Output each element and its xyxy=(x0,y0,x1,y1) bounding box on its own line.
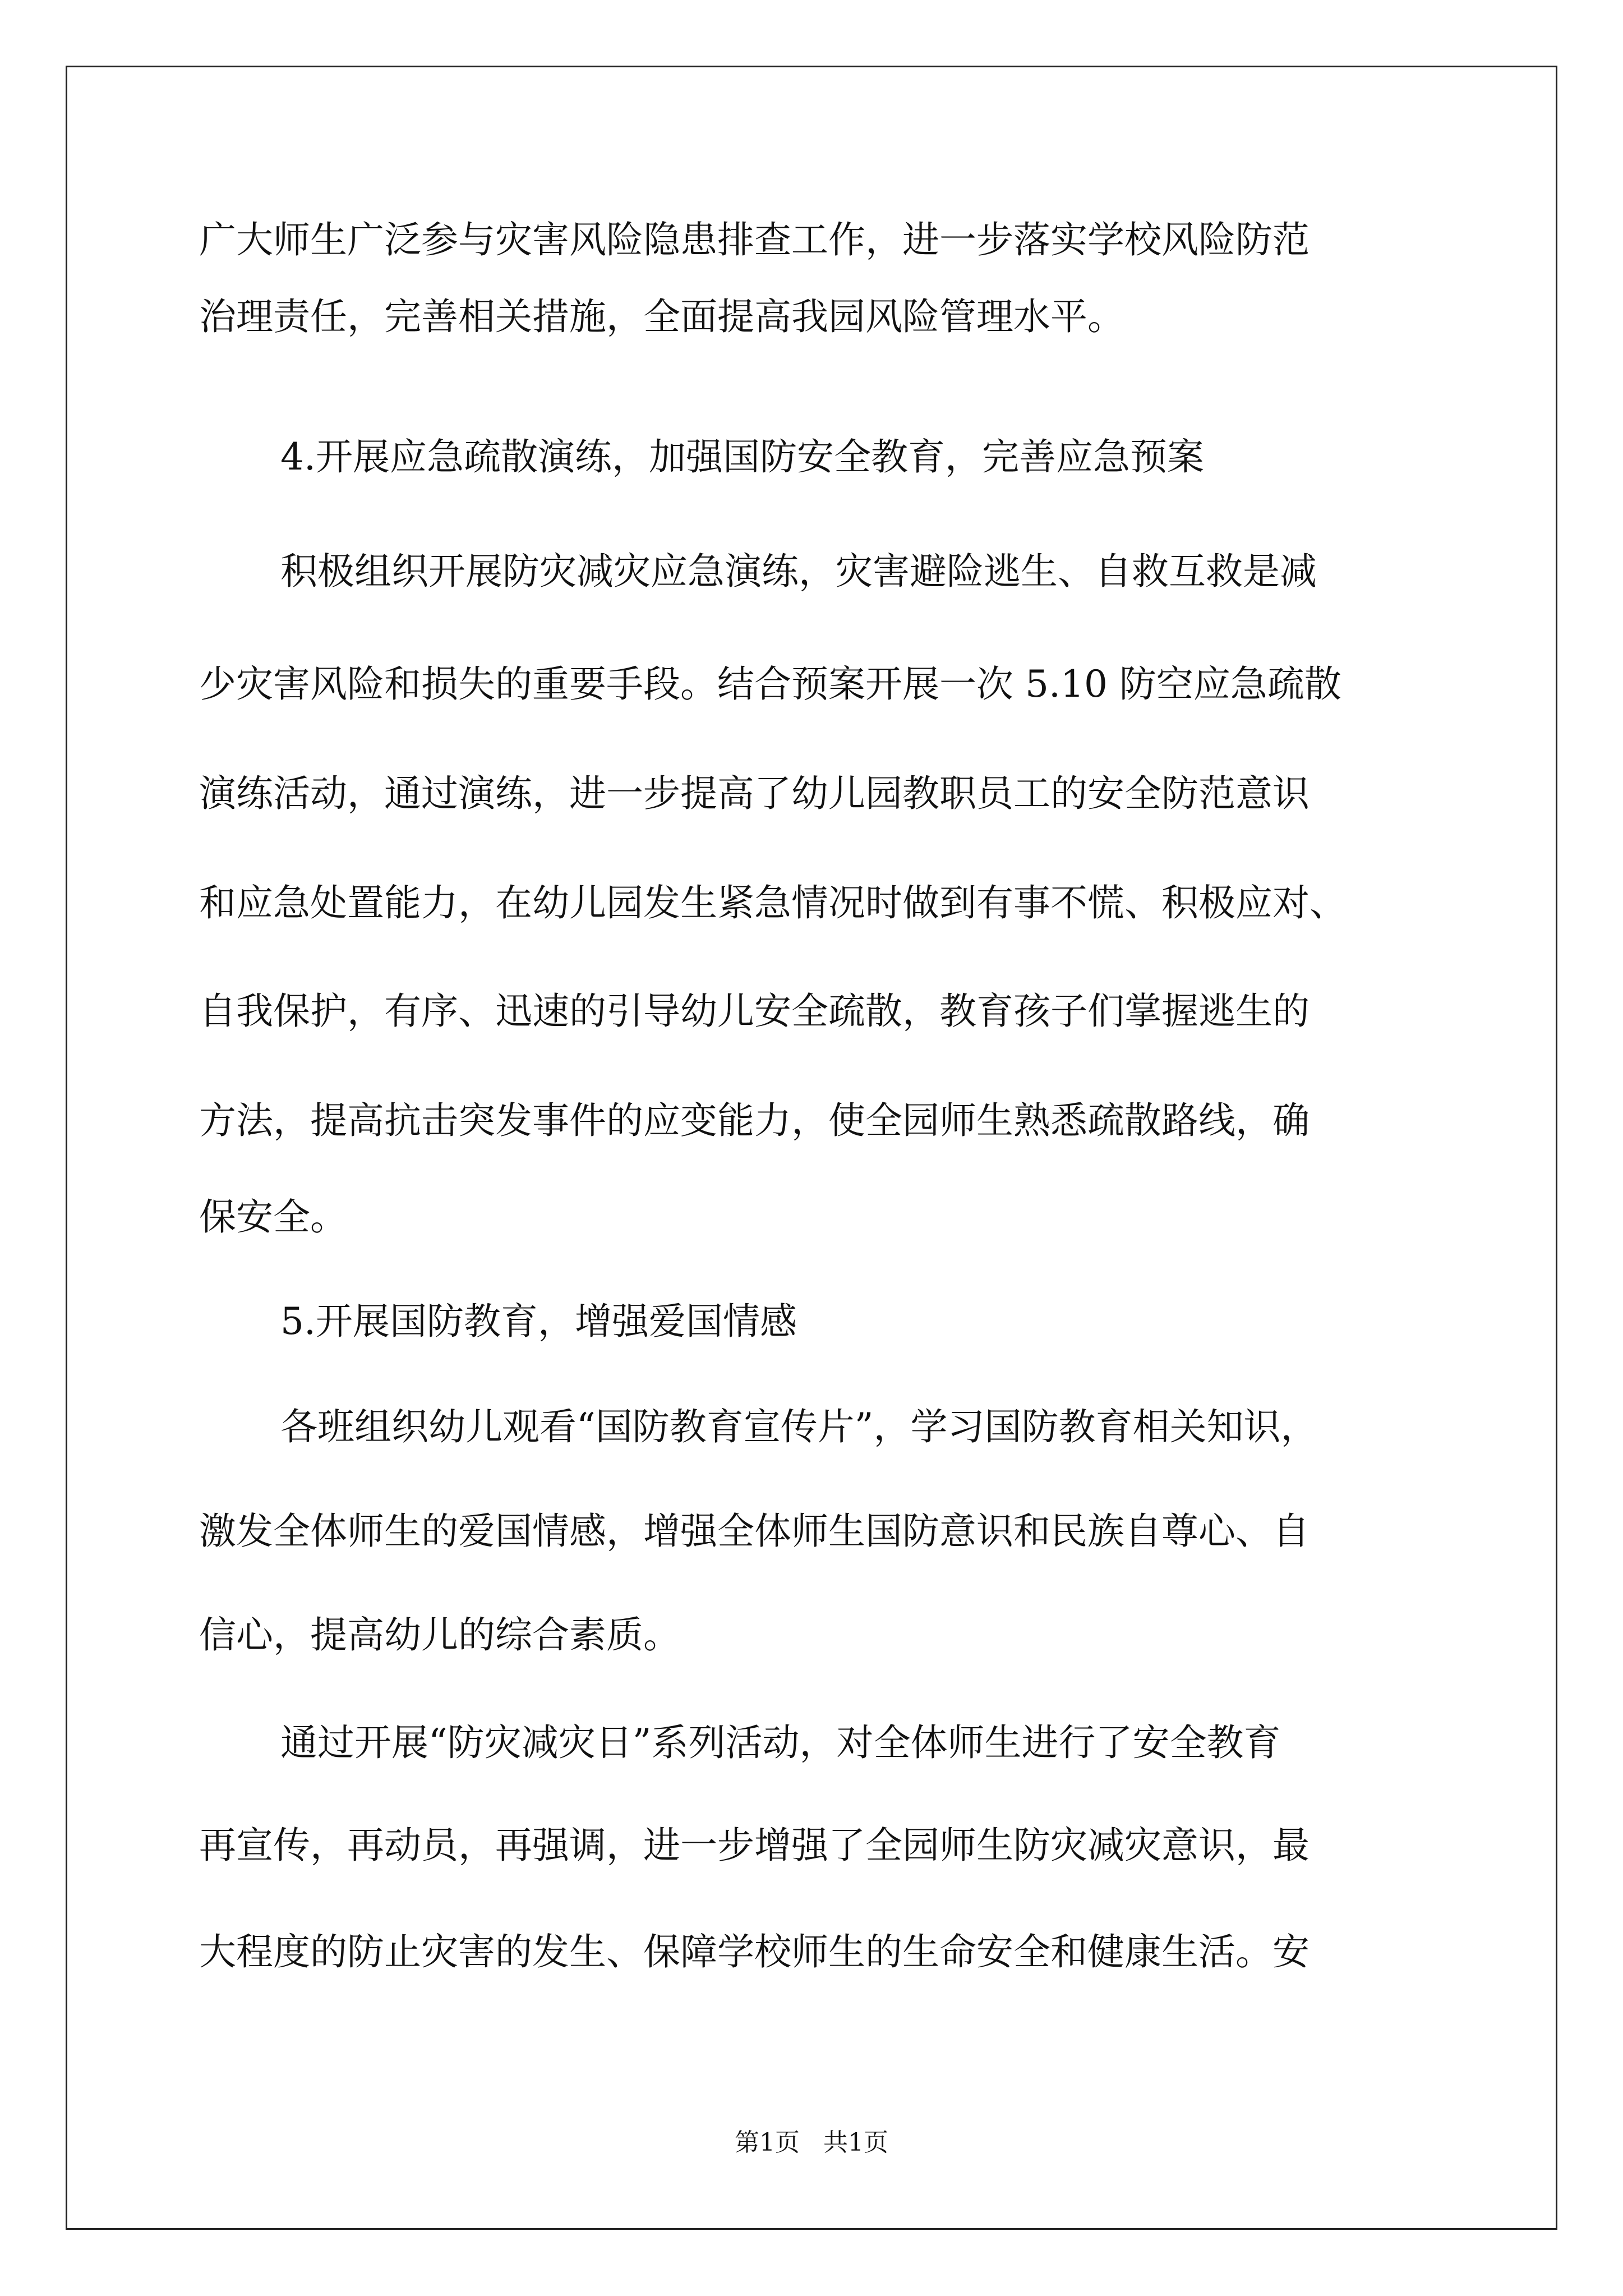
text-line: 和应急处置能力，在幼儿园发生紧急情况时做到有事不慌、积极应对、 xyxy=(199,881,1347,924)
text-line: 激发全体师生的爱国情感，增强全体师生国防意识和民族自尊心、自 xyxy=(199,1510,1310,1553)
text-line: 大程度的防止灾害的发生、保障学校师生的生命安全和健康生活。安 xyxy=(199,1930,1310,1973)
section-heading: 4.开展应急疏散演练，加强国防安全教育，完善应急预案 xyxy=(280,435,1204,478)
section-heading: 5.开展国防教育，增强爱国情感 xyxy=(280,1300,797,1343)
text-line: 自我保护，有序、迅速的引导幼儿安全疏散，教育孩子们掌握逃生的 xyxy=(199,990,1310,1033)
text-line: 治理责任，完善相关措施，全面提高我园风险管理水平。 xyxy=(199,295,1124,338)
page-border xyxy=(66,66,1557,2230)
text-line: 积极组织开展防灾减灾应急演练，灾害避险逃生、自救互救是减 xyxy=(280,550,1317,593)
text-line: 广大师生广泛参与灾害风险隐患排查工作，进一步落实学校风险防范 xyxy=(199,218,1310,261)
text-line: 再宣传，再动员，再强调，进一步增强了全园师生防灾减灾意识，最 xyxy=(199,1824,1310,1867)
text-line: 通过开展“防灾减灾日”系列活动，对全体师生进行了安全教育 xyxy=(280,1721,1281,1764)
text-line: 保安全。 xyxy=(199,1195,347,1239)
text-line: 方法，提高抗击突发事件的应变能力，使全园师生熟悉疏散路线，确 xyxy=(199,1099,1310,1142)
page-number: 第1页 共1页 xyxy=(735,2128,888,2157)
text-line: 少灾害风险和损失的重要手段。结合预案开展一次 5.10 防空应急疏散 xyxy=(199,662,1341,706)
text-line: 演练活动，通过演练，进一步提高了幼儿园教职员工的安全防范意识 xyxy=(199,772,1310,815)
text-line: 信心，提高幼儿的综合素质。 xyxy=(199,1613,680,1657)
text-line: 各班组织幼儿观看“国防教育宣传片”，学习国防教育相关知识， xyxy=(280,1405,1318,1448)
